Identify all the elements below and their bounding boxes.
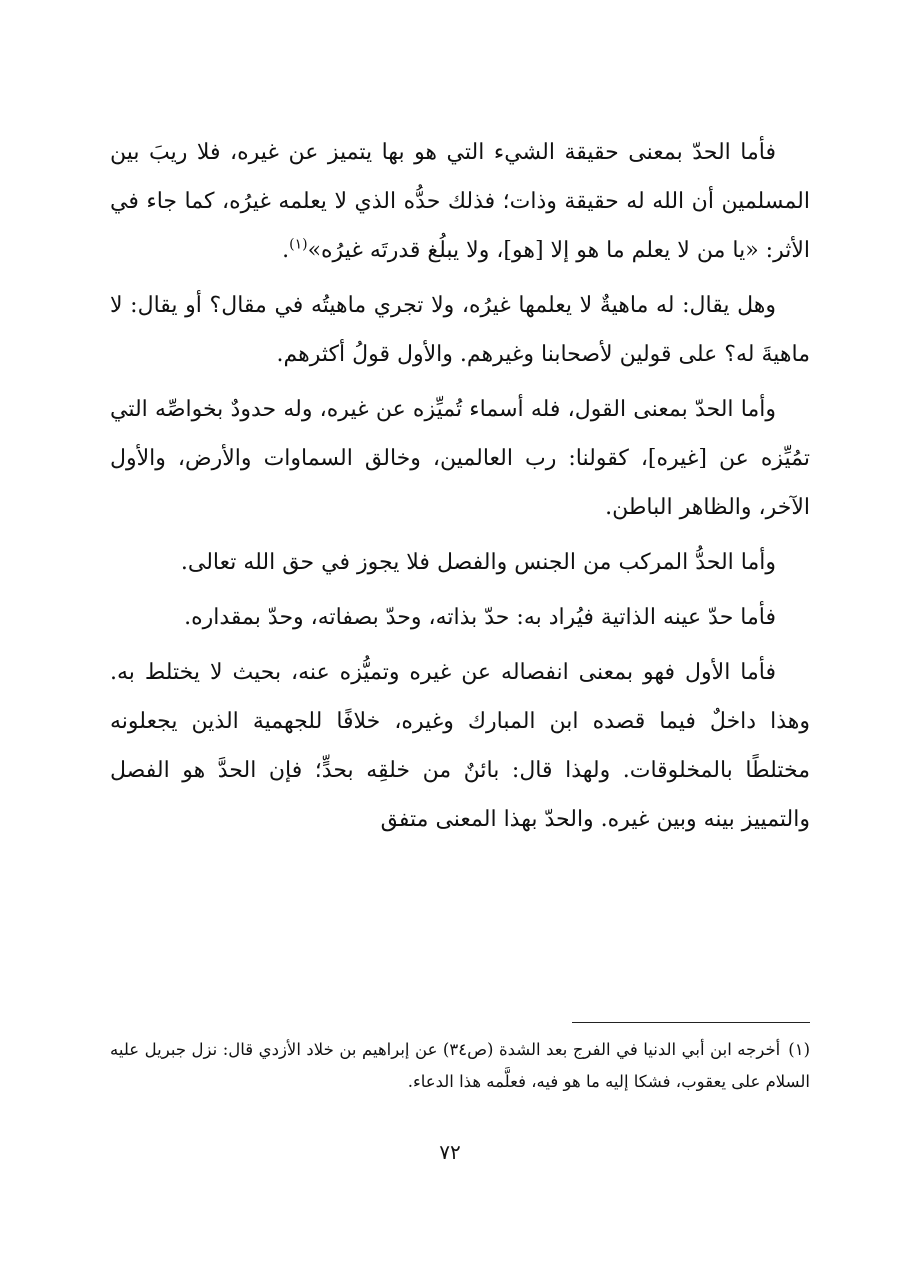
paragraph-5: فأما حدّ عينه الذاتية فيُراد به: حدّ بذاته، وحدّ بصفاته، وحدّ بمقداره. <box>184 605 776 630</box>
paragraph-4: وأما الحدُّ المركب من الجنس والفصل فلا يجوز في حق الله تعالى. <box>180 550 776 575</box>
paragraph-2: وهل يقال: له ماهيةٌ لا يعلمها غيرُه، ولا تجري ماهيتُه في مقال؟ أو يقال: لا ماهيةَ له؟ على قولين لأصحابنا وغيرهم. والأول قولُ أكثرهم. <box>110 293 810 367</box>
paragraph-6: فأما الأول فهو بمعنى انفصاله عن غيره وتميُّزه عنه، بحيث لا يختلط به. وهذا داخلٌ فيما قصده ابن المبارك وغيره، خلافًا للجهمية الذين يجعلونه مختلطًا بالمخلوقات. ولهذا قال: بائنٌ من خلقِه بحدٍّ؛ فإن الحدَّ هو الفصل والتمييز بينه وبين غيره. والحدّ بهذا المعنى متفق <box>110 660 810 832</box>
paragraph-1 <box>110 128 810 275</box>
footnote-text: أخرجه ابن أبي الدنيا في الفرج بعد الشدة (ص٣٤) عن إبراهيم بن خلاد الأزدي قال: نزل جبريل عليه السلام على يعقوب، فشكا إليه ما هو فيه، فعلَّمه هذا الدعاء. <box>110 1040 810 1091</box>
paragraph-3: وأما الحدّ بمعنى القول، فله أسماء تُميِّزه عن غيره، وله حدودٌ بخواصِّه التي تمُيِّزه عن [غيره]، كقولنا: رب العالمين، وخالق السماوات والأرض، والأول الآخر، والظاهر الباطن. <box>110 397 810 520</box>
paragraph-1-tail: . <box>282 238 290 263</box>
footnote-divider <box>572 1022 810 1023</box>
footnote-reference[interactable]: (١) <box>289 236 308 253</box>
footnote-number: (١) <box>788 1040 810 1059</box>
footnote <box>110 1034 810 1098</box>
main-text <box>110 128 810 850</box>
page-number: ٧٢ <box>439 1140 461 1164</box>
paragraph-1-text: فأما الحدّ بمعنى حقيقة الشيء التي هو بها يتميز عن غيره، فلا ريبَ بين المسلمين أن الله له حقيقة وذات؛ فذلك حدُّه الذي لا يعلمه غيرُه، كما جاء في الأثر: «يا من لا يعلم ما هو إلا [هو]، ولا يبلُغ قدرتَه غيرُه» <box>110 140 810 263</box>
